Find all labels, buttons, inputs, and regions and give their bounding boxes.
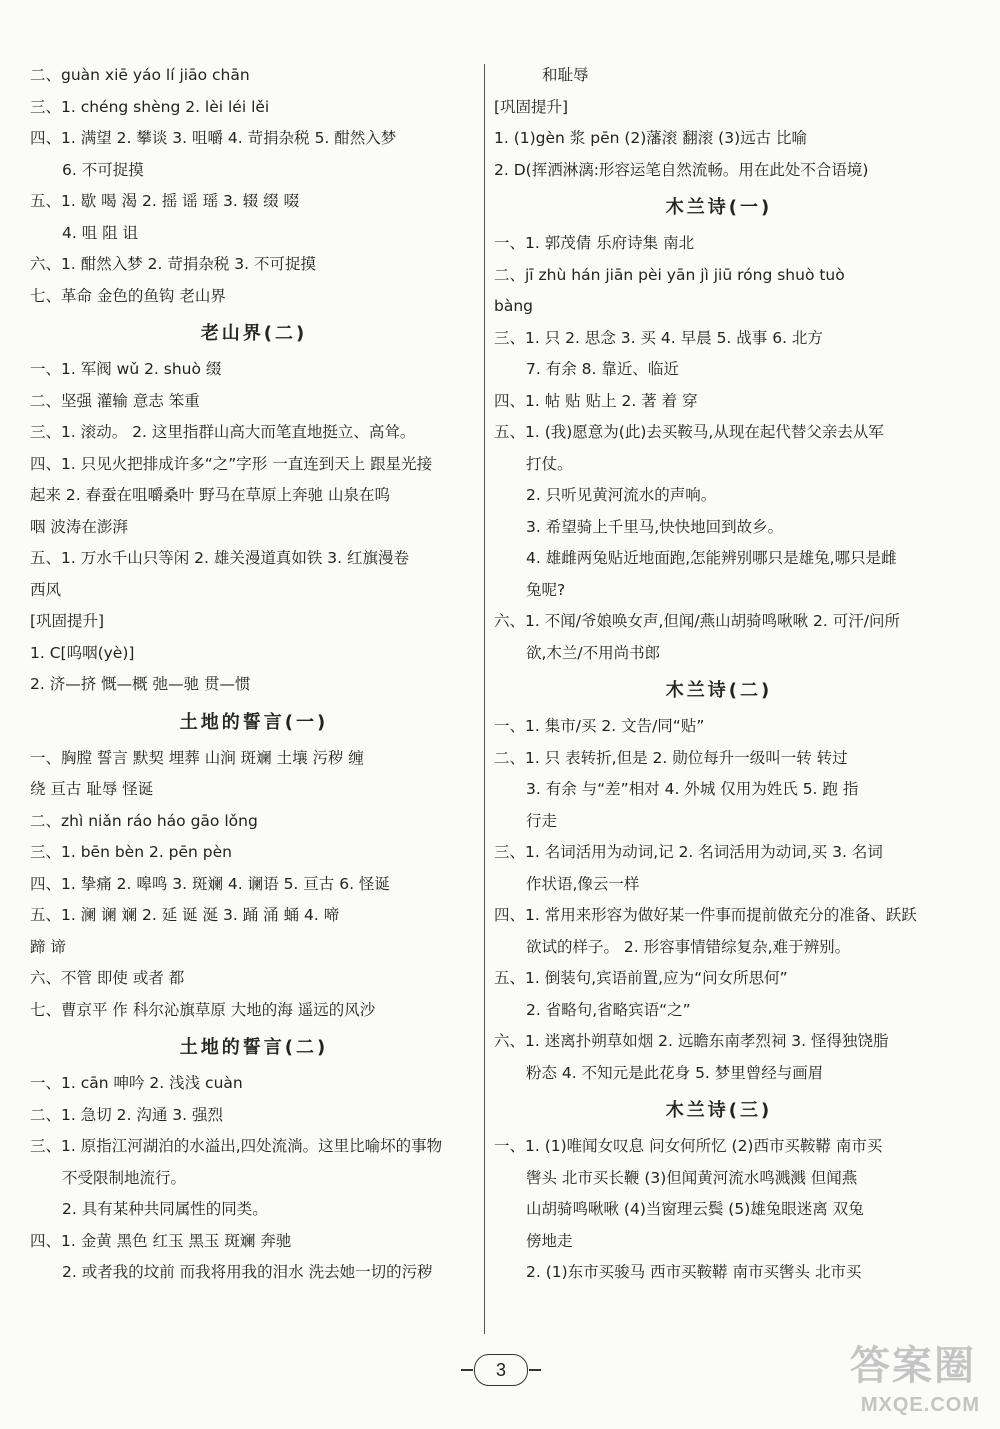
- right-answer-line: 4. 雄雌两兔贴近地面跑,怎能辨别哪只是雄兔,哪只是雌: [526, 549, 897, 567]
- left-answer-line: 一、1. cān 呻吟 2. 浅浅 cuàn: [30, 1074, 243, 1092]
- watermark-url: MXQE.COM: [860, 1394, 980, 1416]
- left-answer-line: 五、1. 澜 谰 斓 2. 延 诞 涎 3. 踊 涌 蛹 4. 啼: [30, 906, 340, 924]
- right-answer-line: 一、1. 集市/买 2. 文告/同“贴”: [494, 717, 705, 735]
- right-answer-line: 和耻辱: [542, 66, 589, 84]
- left-answer-line: 蹄 谛: [30, 937, 66, 956]
- section-title: 木兰诗(三): [665, 1100, 773, 1121]
- left-answer-line: 四、1. 金黄 黑色 红玉 黑玉 斑斓 奔驰: [30, 1231, 292, 1250]
- right-column: [494, 60, 944, 1289]
- left-answer-line: 五、1. 万水千山只等闲 2. 雄关漫道真如铁 3. 红旗漫卷: [30, 549, 410, 567]
- left-answer-line: 六、1. 酣然入梦 2. 苛捐杂税 3. 不可捉摸: [30, 255, 317, 273]
- left-answer-line: 三、1. chéng shèng 2. lèi léi lěi: [30, 97, 270, 116]
- right-answer-line: 二、1. 只 表转折,但是 2. 勋位每升一级叫一转 转过: [494, 748, 848, 767]
- left-answer-line: 1. C[呜咽(yè)]: [30, 643, 135, 662]
- left-answer-line: 三、1. bēn bèn 2. pēn pèn: [30, 843, 233, 861]
- section-title: 木兰诗(二): [665, 680, 773, 701]
- right-answer-line: 六、1. 迷离扑朔草如烟 2. 远瞻东南孝烈祠 3. 怪得独饶脂: [494, 1032, 889, 1050]
- left-answer-line: 三、1. 滚动。 2. 这里指群山高大而笔直地挺立、高耸。: [30, 423, 416, 441]
- left-answer-line: 二、guàn xiē yáo lí jiāo chān: [30, 66, 250, 84]
- right-answer-line: 1. (1)gèn 浆 pēn (2)藩滚 翻滚 (3)远古 比喻: [494, 129, 808, 147]
- right-answer-line: 四、1. 帖 贴 贴上 2. 著 着 穿: [494, 391, 698, 410]
- right-answer-line: 2. 省略句,省略宾语“之”: [526, 1000, 691, 1019]
- left-answer-line: 二、1. 急切 2. 沟通 3. 强烈: [30, 1105, 224, 1124]
- section-title: 老山界(二): [200, 323, 308, 344]
- left-answer-line: 三、1. 原指江河湖泊的水溢出,四处流淌。这里比喻坏的事物: [30, 1137, 443, 1155]
- right-answer-line: 傍地走: [526, 1231, 573, 1250]
- left-answer-line: 一、1. 军阀 wǔ 2. shuò 缀: [30, 360, 222, 378]
- section-title: 土地的誓言(二): [179, 1037, 329, 1058]
- right-answer-line: 2. (1)东市买骏马 西市买鞍鞯 南市买辔头 北市买: [526, 1263, 862, 1281]
- right-answer-line: 打仗。: [526, 454, 573, 473]
- subsection-heading: [巩固提升]: [30, 612, 105, 630]
- watermark-seal: 答案圈: [850, 1343, 976, 1389]
- right-answer-line: 五、1. 倒装句,宾语前置,应为“问女所思何”: [494, 969, 788, 987]
- right-answer-line: 2. D(挥洒淋漓:形容运笔自然流畅。用在此处不合语境): [494, 160, 869, 179]
- right-answer-line: 欲试的样子。 2. 形容事情错综复杂,难于辨别。: [526, 937, 851, 956]
- right-answer-line: 2. 只听见黄河流水的声响。: [526, 486, 717, 504]
- left-column: [30, 60, 478, 1289]
- left-answer-line: 不受限制地流行。: [62, 1168, 187, 1187]
- right-answer-line: 欲,木兰/不用尚书郎: [526, 643, 661, 662]
- left-answer-line: 2. 济—挤 慨—概 弛—驰 贯—惯: [30, 675, 251, 693]
- left-answer-line: 四、1. 挚痛 2. 嗥鸣 3. 斑斓 4. 谰语 5. 亘古 6. 怪诞: [30, 874, 390, 893]
- left-answer-line: 西风: [30, 580, 62, 599]
- right-answer-line: 3. 有余 与“差”相对 4. 外城 仅用为姓氏 5. 跑 指: [526, 780, 859, 798]
- left-answer-line: 二、zhì niǎn ráo háo gāo lǒng: [30, 811, 258, 830]
- left-answer-line: 四、1. 满望 2. 攀谈 3. 咀嚼 4. 苛捐杂税 5. 酣然入梦: [30, 129, 397, 147]
- right-answer-line: 三、1. 名词活用为动词,记 2. 名词活用为动词,买 3. 名词: [494, 843, 883, 861]
- left-answer-line: 2. 具有某种共同属性的同类。: [62, 1200, 268, 1218]
- right-answer-line: 一、1. 郭茂倩 乐府诗集 南北: [494, 234, 695, 252]
- left-answer-line: 六、不管 即使 或者 都: [30, 969, 185, 987]
- left-answer-line: 绕 亘古 耻辱 怪诞: [30, 780, 154, 798]
- right-answer-line: 二、jī zhù hán jiān pèi yān jì jiū róng shuò tuò: [494, 265, 845, 284]
- left-answer-line: 七、革命 金色的鱼钩 老山界: [30, 286, 226, 305]
- right-answer-line: bàng: [494, 297, 533, 315]
- right-answer-line: 兔呢?: [526, 580, 566, 599]
- right-answer-line: 粉态 4. 不知元是此花身 5. 梦里曾经与画眉: [526, 1063, 824, 1082]
- section-title: 木兰诗(一): [665, 197, 773, 218]
- right-answer-line: 三、1. 只 2. 思念 3. 买 4. 早晨 5. 战事 6. 北方: [494, 328, 823, 347]
- right-answer-line: 六、1. 不闻/爷娘唤女声,但闻/燕山胡骑鸣啾啾 2. 可汗/问所: [494, 612, 900, 630]
- left-answer-line: 一、胸膛 誓言 默契 埋葬 山涧 斑斓 土壤 污秽 缠: [30, 748, 364, 767]
- right-answer-line: 一、1. (1)唯闻女叹息 问女何所忆 (2)西市买鞍鞯 南市买: [494, 1137, 883, 1155]
- subsection-heading: [巩固提升]: [494, 97, 569, 116]
- right-answer-line: 山胡骑鸣啾啾 (4)当窗理云鬓 (5)雄兔眼迷离 双兔: [526, 1200, 864, 1218]
- column-divider: [484, 64, 485, 1334]
- page-number: 3: [474, 1354, 528, 1386]
- right-answer-line: 7. 有余 8. 靠近、临近: [526, 360, 679, 378]
- left-answer-line: 2. 或者我的坟前 而我将用我的泪水 洗去她一切的污秽: [62, 1263, 433, 1281]
- left-answer-line: 四、1. 只见火把排成许多“之”字形 一直连到天上 跟星光接: [30, 454, 433, 473]
- left-answer-line: 二、坚强 灌输 意志 笨重: [30, 391, 200, 410]
- right-answer-line: 作状语,像云一样: [526, 874, 640, 893]
- section-title: 土地的誓言(一): [179, 711, 329, 733]
- left-answer-line: 五、1. 歇 喝 渴 2. 摇 谣 瑶 3. 辍 缀 啜: [30, 192, 300, 210]
- left-answer-line: 起来 2. 春蚕在咀嚼桑叶 野马在草原上奔驰 山泉在呜: [30, 486, 390, 504]
- right-answer-line: 行走: [526, 811, 558, 830]
- left-answer-line: 七、曹京平 作 科尔沁旗草原 大地的海 遥远的风沙: [30, 1000, 376, 1019]
- left-answer-line: 咽 波涛在澎湃: [30, 517, 128, 536]
- right-answer-line: 四、1. 常用来形容为做好某一件事而提前做充分的准备、跃跃: [494, 906, 917, 924]
- right-answer-line: 3. 希望骑上千里马,快快地回到故乡。: [526, 517, 784, 536]
- right-answer-line: 辔头 北市买长鞭 (3)但闻黄河流水鸣溅溅 但闻燕: [526, 1168, 858, 1187]
- left-answer-line: 6. 不可捉摸: [62, 160, 144, 179]
- left-answer-line: 4. 咀 阻 诅: [62, 223, 139, 242]
- right-answer-line: 五、1. (我)愿意为(此)去买鞍马,从现在起代替父亲去从军: [494, 423, 884, 441]
